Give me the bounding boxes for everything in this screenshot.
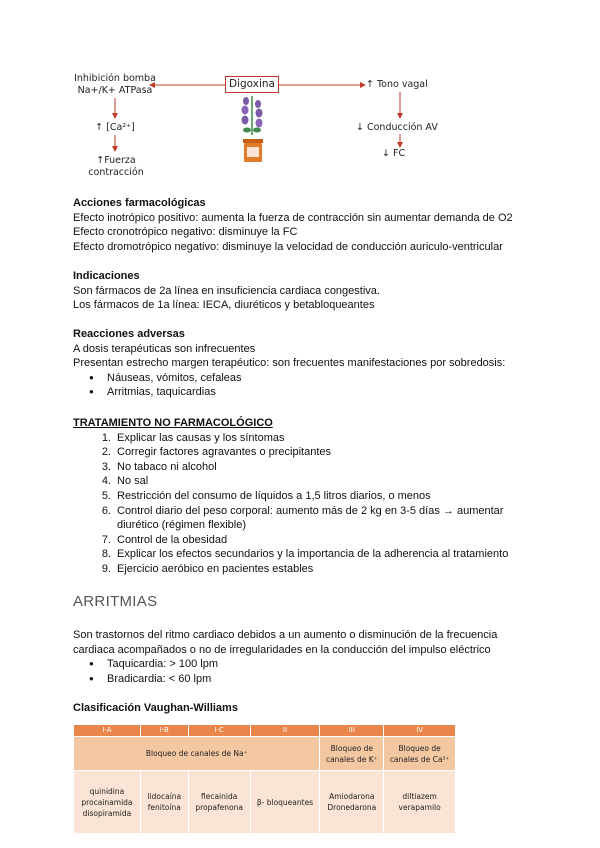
reacciones-line: A dosis terapéuticas son infrecuentes	[73, 342, 256, 355]
clasificacion-title: Clasificación Vaughan-Williams	[73, 702, 238, 714]
header-cell: II	[250, 725, 320, 737]
inhibicion-label: Inhibición bomba Na+/K+ ATPasa	[74, 73, 156, 96]
arritmias-section	[73, 628, 497, 686]
header-cell: III	[320, 725, 384, 737]
indicaciones-line: Los fármacos de 1a línea: IECA, diuréticos y betabloqueantes	[73, 299, 375, 312]
reacciones-line: Presentan estrecho margen terapéutico: son frecuentes manifestaciones por sobredosis:	[73, 357, 506, 370]
acciones-title: Acciones farmacológicas	[73, 197, 206, 209]
vaughan-williams-table	[73, 724, 456, 834]
arritmias-line: cardiaca acompañados o no de irregularidades en la conducción del impulso eléctrico	[73, 643, 491, 656]
list-item: 2. Corregir factores agravantes o precipitantes	[101, 446, 331, 459]
header-cell: I-B	[140, 725, 188, 737]
indicaciones-section	[73, 269, 380, 313]
list-item: 6. Control diario del peso corporal: aumento más de 2 kg en 3-5 días → aumentar diurético (régimen flexible)	[101, 504, 504, 532]
calcio-label: ↑ [Ca²⁺]	[95, 122, 135, 133]
list-item: 4. No sal	[101, 475, 149, 488]
reacciones-section	[73, 327, 505, 400]
acciones-line: Efecto cronotrópico negativo: disminuye la FC	[73, 226, 298, 239]
foxglove-icon	[242, 96, 263, 135]
header-cell: I-A	[74, 725, 141, 737]
fc-label: ↓ FC	[382, 148, 406, 159]
tratamiento-section	[73, 416, 513, 577]
pill-jar-icon	[243, 139, 263, 162]
drug-cell: β- bloqueantes	[250, 771, 320, 834]
digoxina-diagram	[0, 0, 600, 190]
tratamiento-title: TRATAMIENTO NO FARMACOLÓGICO	[73, 417, 273, 429]
drug-cell: diltiazem verapamilo	[384, 771, 456, 834]
drug-cell: lidocaína fenitoína	[140, 771, 188, 834]
arritmias-line: Son trastornos del ritmo cardiaco debidos a un aumento o disminución de la frecuencia	[73, 629, 498, 641]
acciones-line: Efecto inotrópico positivo: aumenta la fuerza de contracción sin aumentar demanda de O2	[73, 211, 513, 224]
reacciones-bullet: ● Náuseas, vómitos, cefaleas	[73, 371, 505, 386]
arritmias-title: ARRITMIAS	[73, 593, 158, 610]
acciones-section	[73, 196, 513, 254]
group-na-cell: Bloqueo de canales de Na⁺	[74, 737, 320, 771]
header-cell: I-C	[188, 725, 250, 737]
list-item: 7. Control de la obesidad	[101, 533, 228, 546]
reacciones-bullet: ● Arritmias, taquicardias	[73, 385, 505, 400]
indicaciones-line: Son fármacos de 2a línea en insuficiencia cardiaca congestiva.	[73, 284, 380, 297]
table-row	[74, 771, 456, 834]
reacciones-title: Reacciones adversas	[73, 328, 185, 340]
list-item: 8. Explicar los efectos secundarios y la importancia de la adherencia al tratamiento	[101, 548, 509, 561]
fuerza-label: ↑Fuerza contracción	[88, 155, 144, 178]
arritmias-bullet: ● Bradicardia: < 60 lpm	[73, 672, 497, 687]
table-header-row	[74, 725, 456, 737]
drug-cell: Amiodarona Dronedarona	[320, 771, 384, 834]
table-row	[74, 737, 456, 771]
digoxina-box: Digoxina	[225, 76, 279, 93]
indicaciones-title: Indicaciones	[73, 270, 140, 282]
drug-cell: quinidina procainamida disopiramida	[74, 771, 141, 834]
list-item: 1. Explicar las causas y los síntomas	[101, 431, 285, 444]
tono-vagal-label: ↑ Tono vagal	[366, 79, 428, 90]
list-item: 5. Restricción del consumo de líquidos a 1,5 litros diarios, o menos	[101, 489, 431, 502]
group-ca-cell: Bloqueo de canales de Ca²⁺	[384, 737, 456, 771]
list-item: 9. Ejercicio aeróbico en pacientes estables	[101, 562, 314, 575]
group-k-cell: Bloqueo de canales de K⁺	[320, 737, 384, 771]
conduccion-label: ↓ Conducción AV	[356, 122, 438, 133]
drug-cell: flecainida propafenona	[188, 771, 250, 834]
arritmias-bullet: ● Taquicardia: > 100 lpm	[73, 657, 497, 672]
list-item: 3. No tabaco ni alcohol	[101, 460, 217, 473]
header-cell: IV	[384, 725, 456, 737]
acciones-line: Efecto dromotrópico negativo: disminuye la velocidad de conducción auriculo-ventricular	[73, 240, 503, 253]
